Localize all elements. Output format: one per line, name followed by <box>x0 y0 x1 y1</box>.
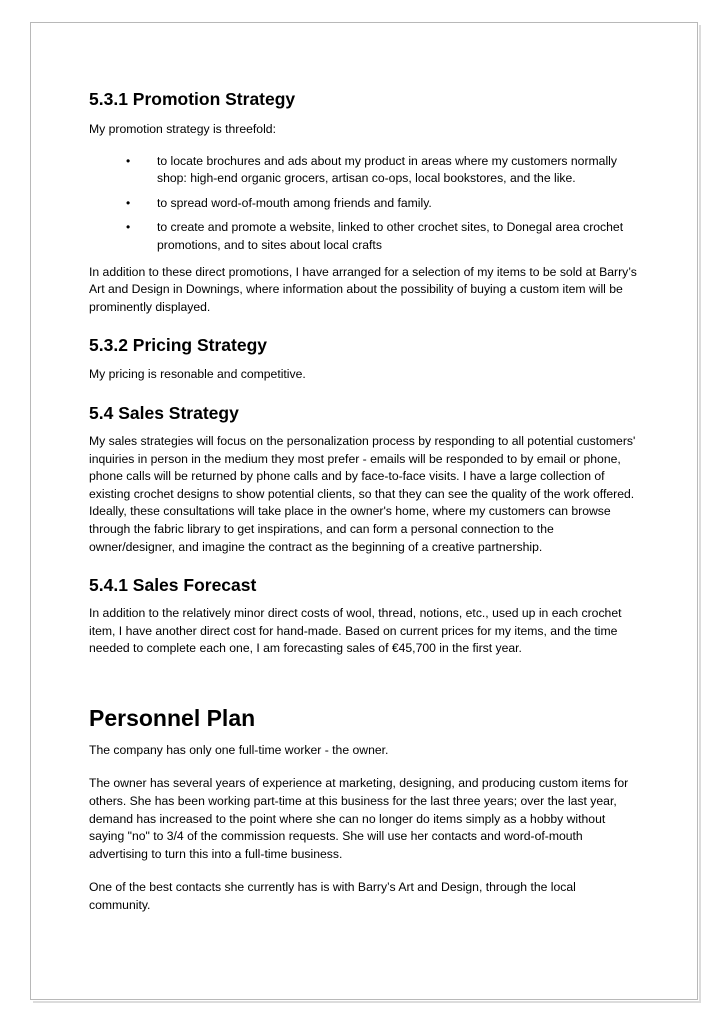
list-item <box>89 195 649 213</box>
paragraph-line: through the fabric library to get inspirations, and can form a personal connection to the <box>89 521 554 536</box>
paragraph-line: needed to complete each one, I am forecasting sales of €45,700 in the first year. <box>89 641 522 656</box>
paragraph-line: community. <box>89 898 151 913</box>
pricing-text: My pricing is resonable and competitive. <box>89 367 306 382</box>
paragraph-line: item, I have another direct cost for hand-made. Based on current prices for my items, and the time <box>89 623 618 638</box>
personnel-paragraph <box>89 775 649 863</box>
bullet-icon: • <box>126 195 131 210</box>
bullet-text-line: to locate brochures and ads about my product in areas where my customers normally <box>157 153 617 168</box>
promotion-intro: My promotion strategy is threefold: <box>89 122 276 136</box>
paragraph-line: In addition to the relatively minor direct costs of wool, thread, notions, etc., used up in each crochet <box>89 606 622 621</box>
heading-sales-strategy: 5.4 Sales Strategy <box>89 402 239 423</box>
forecast-paragraph <box>89 605 649 658</box>
paragraph-line: existing crochet designs to show potential clients, so that they can see the quality of the work offered. <box>89 486 635 501</box>
paragraph-line: advertising to turn this into a full-time business. <box>89 846 343 861</box>
paragraph-line: One of the best contacts she currently has is with Barry’s Art and Design, through the local <box>89 880 576 895</box>
paragraph-line: inquiries in person in the medium they most prefer - emails will be responded to by email or phone, <box>89 451 621 466</box>
personnel-intro: The company has only one full-time worker - the owner. <box>89 742 389 757</box>
paragraph-line: In addition to these direct promotions, I have arranged for a selection of my items to be sold at Barry’s <box>89 264 637 279</box>
heading-personnel-plan: Personnel Plan <box>89 704 256 731</box>
bullet-icon: • <box>126 220 131 235</box>
paragraph-line: Ideally, these consultations will take place in the owner's home, where my customers can browse <box>89 504 611 519</box>
paragraph-line: Art and Design in Downings, where information about the possibility of buying a custom item will be <box>89 282 623 297</box>
promotion-bullet-list <box>89 153 649 255</box>
bullet-text-line: to create and promote a website, linked to other crochet sites, to Donegal area crochet <box>157 220 624 235</box>
heading-pricing-strategy: 5.3.2 Pricing Strategy <box>89 335 267 356</box>
paragraph-line: demand has increased to the point where she can no longer do items simply as a hobby without <box>89 811 606 826</box>
paragraph-line: others. She has been working part-time at this business for the last three years; over the last year, <box>89 794 617 809</box>
bullet-text-line: to spread word-of-mouth among friends and family. <box>157 195 432 210</box>
list-item <box>89 153 649 188</box>
paragraph-line: phone calls will be returned by phone calls and by face-to-face visits. I have a large collection of <box>89 469 605 484</box>
paragraph-line: owner/designer, and imagine the contract as the beginning of a creative partnership. <box>89 539 543 554</box>
promotion-paragraph <box>89 264 649 317</box>
paragraph-line: The owner has several years of experience at marketing, designing, and producing custom items for <box>89 776 629 791</box>
personnel-contacts-paragraph <box>89 879 649 914</box>
heading-sales-forecast: 5.4.1 Sales Forecast <box>89 575 257 596</box>
bullet-text-line: shop: high-end organic grocers, artisan co-ops, local bookstores, and the like. <box>157 171 576 186</box>
list-item <box>89 219 649 254</box>
sales-paragraph <box>89 433 649 556</box>
bullet-icon: • <box>126 153 131 168</box>
heading-promotion-strategy: 5.3.1 Promotion Strategy <box>89 89 296 109</box>
document-content <box>89 88 649 915</box>
paragraph-line: My sales strategies will focus on the personalization process by responding to all potential customers' <box>89 433 636 448</box>
paragraph-line: prominently displayed. <box>89 299 211 314</box>
bullet-text-line: promotions, and to sites about local crafts <box>157 237 382 252</box>
paragraph-line: saying "no" to 3/4 of the commission requests. She will use her contacts and word-of-mouth <box>89 829 583 844</box>
